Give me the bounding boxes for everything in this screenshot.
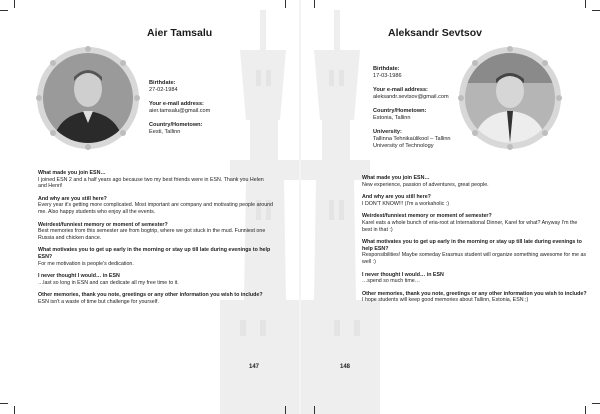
crop-mark [285, 0, 286, 8]
answer: For me motivation is people's dedication. [38, 260, 134, 267]
info-label: University: [373, 129, 402, 135]
question: And why are you still here? [362, 194, 431, 201]
crop-mark [14, 0, 15, 8]
answer: Responsibilities! Maybe someday Erasmus student will organize something awesome for me as well :) [362, 252, 587, 265]
portrait-frame [458, 46, 562, 150]
university-value: Tallinna Tehnikaülikool – Tallinn University of Technology [373, 136, 451, 149]
person-name: Aier Tamsalu [147, 27, 213, 39]
birthdate-value: 17-03-1986 [373, 73, 402, 79]
crop-mark [585, 0, 586, 8]
answer: Best memories from this semester are from bogtrip, where we got stuck in the mud. Funniest one Russia and chicken dance. [38, 228, 266, 241]
crop-mark [285, 406, 286, 414]
info-block [149, 80, 249, 143]
answer: New experience, passion of adventures, great people. [362, 181, 489, 188]
crop-mark [585, 406, 586, 414]
question: What motivates you to get up early in the morning or stay up till late during evenings to help ESN? [38, 247, 271, 260]
portrait-frame [36, 46, 140, 150]
portrait-photo [465, 53, 555, 143]
answer: I joined ESN 2 and a half years ago because two my best friends were in ESN. Thank you Helen and Henri! [38, 176, 264, 190]
answer: ESN isn't a waste of time but challenge for yourself. [38, 298, 159, 305]
question: Other memories, thank you note, greetings or any other information you wish to include? [38, 292, 263, 299]
info-label: Country/Hometown: [373, 108, 427, 114]
question: Weirdest/funniest memory or moment of semester? [362, 213, 492, 220]
crop-mark [14, 406, 15, 414]
hometown-value: Eesti, Tallinn [149, 129, 181, 135]
question: And why are you still here? [38, 195, 107, 202]
person-name: Aleksandr Sevtsov [388, 27, 482, 39]
question: I never thought I would… in ESN [38, 273, 120, 280]
qa-section [38, 170, 274, 312]
portrait-photo [43, 53, 133, 143]
hometown-value: Estonia, Tallinn [373, 115, 411, 121]
info-label: Birthdate: [149, 80, 176, 86]
answer: Every year it's getting more complicated. Most important are company and motivating people around me. Also happy students who enjoy all the events. [38, 202, 274, 215]
page-number: 147 [249, 364, 260, 370]
answer: I DON'T KNOW!!! (I'm a workaholic :) [362, 200, 449, 207]
page-number: 148 [340, 364, 351, 370]
info-label: Your e-mail address: [149, 101, 204, 107]
answer: …spend so much time… [362, 278, 420, 285]
crop-mark [0, 10, 8, 11]
question: What made you join ESN… [362, 175, 430, 181]
answer: Karel eats a whole bunch of eria-root at International Dinner, Karel for what? Anyway I'm the best in that :) [362, 219, 578, 233]
question: Weirdest/funniest memory or moment of semester? [38, 221, 168, 228]
info-block [373, 66, 473, 157]
info-label: Birthdate: [373, 66, 400, 72]
question: What made you join ESN… [38, 170, 106, 176]
crop-mark [592, 10, 600, 11]
question: I never thought I would… in ESN [362, 271, 444, 278]
question: Other memories, thank you note, greetings or any other information you wish to include? [362, 290, 587, 297]
email-value: aier.tamsalu@gmail.com [149, 108, 211, 114]
crop-mark [592, 403, 600, 404]
page-fold [299, 0, 301, 414]
crop-mark [314, 0, 315, 8]
email-value: aleksandr.sevtsov@gmail.com [373, 94, 449, 100]
question: What motivates you to get up early in the morning or stay up till late during evenings to help ESN? [362, 239, 582, 252]
answer: I hope students will keep good memories about Tallinn, Estonia, ESN ;) [362, 297, 529, 304]
info-label: Country/Hometown: [149, 122, 203, 128]
info-label: Your e-mail address: [373, 87, 428, 93]
page-right [300, 0, 600, 414]
qa-section [362, 175, 588, 310]
answer: …last so long in ESN and can dedicate all my free time to it. [38, 279, 179, 286]
crop-mark [314, 406, 315, 414]
birthdate-value: 27-02-1984 [149, 87, 178, 93]
crop-mark [0, 403, 8, 404]
